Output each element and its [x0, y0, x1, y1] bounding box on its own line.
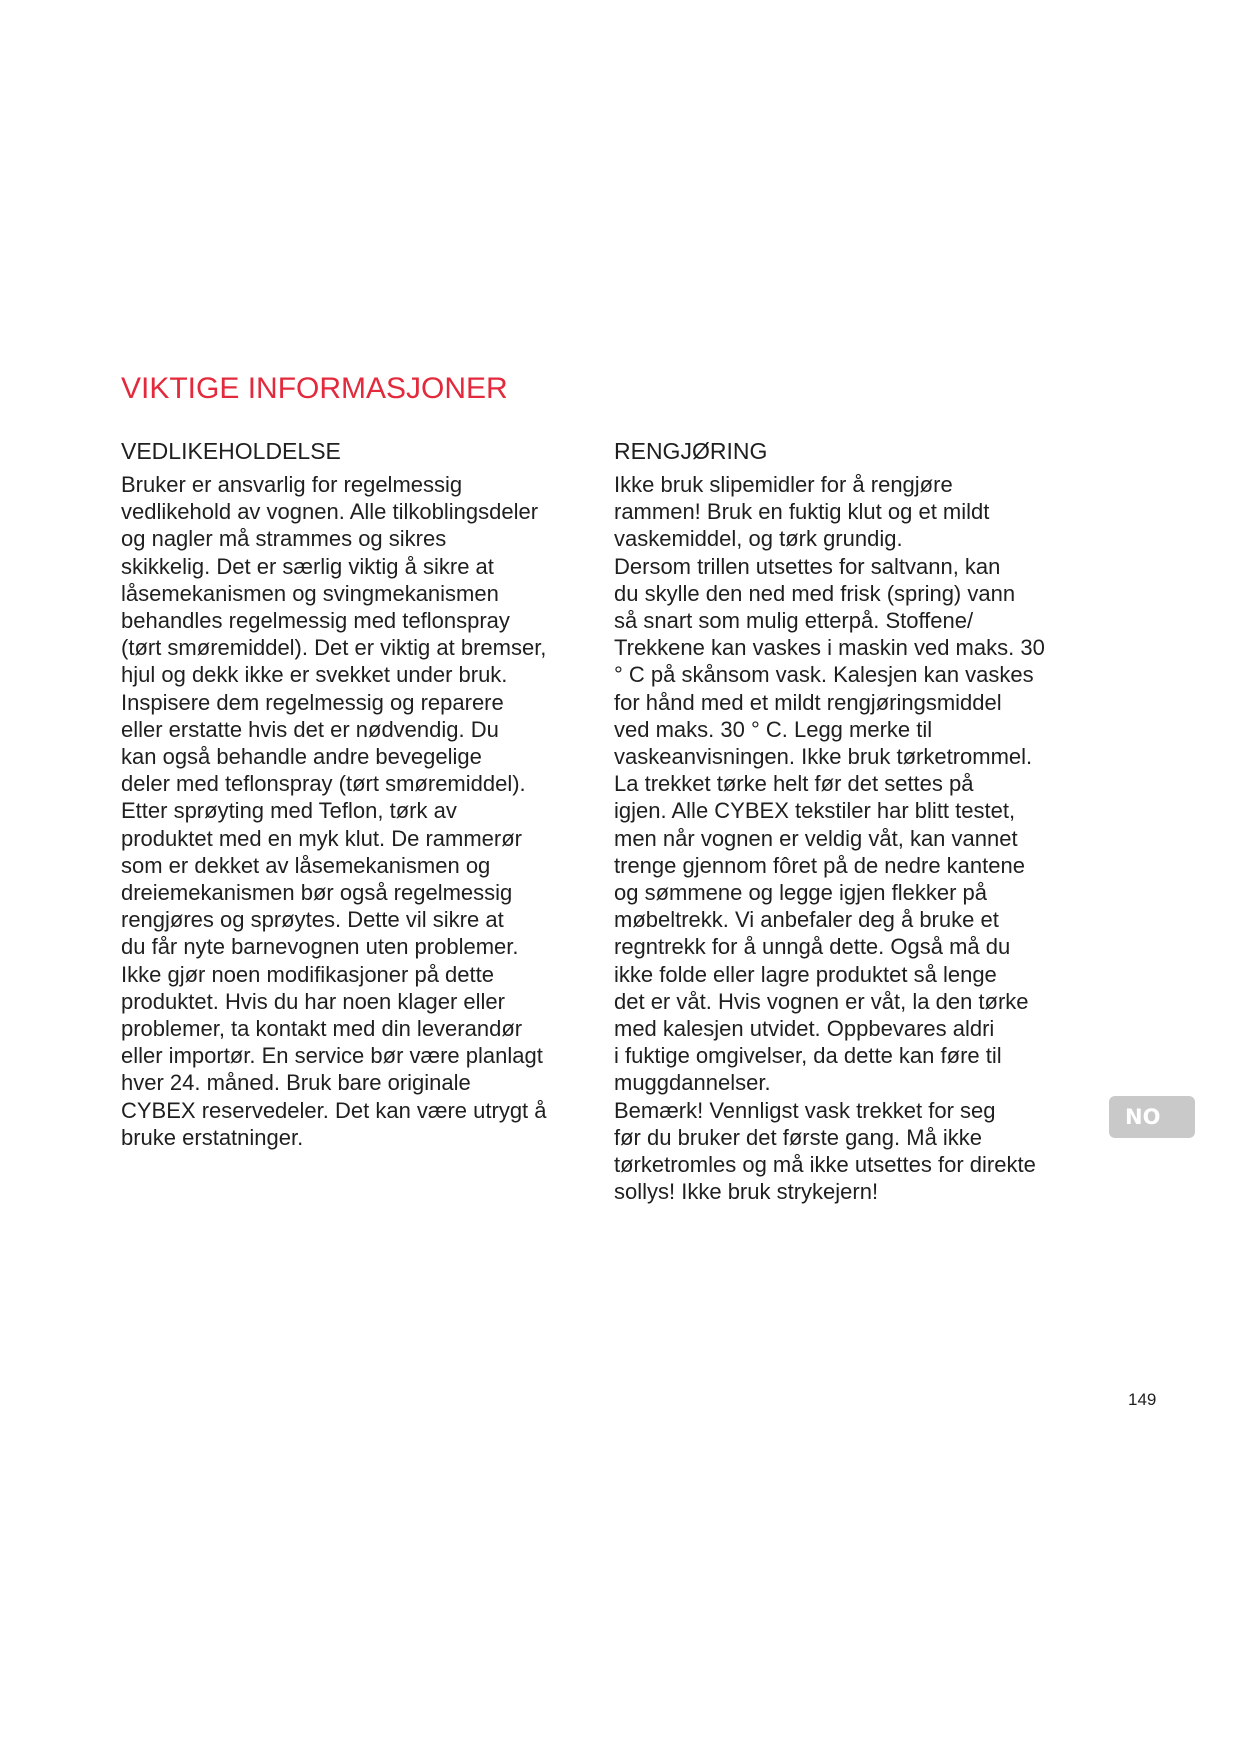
text-line: eller importør. En service bør være planlagt	[121, 1043, 543, 1069]
text-line: Bruker er ansvarlig for regelmessig	[121, 472, 463, 497]
cleaning-text	[614, 471, 1079, 1205]
text-line: Ikke gjør noen modifikasjoner på dette	[121, 961, 494, 987]
text-line: du får nyte barnevognen uten problemer.	[121, 934, 519, 960]
text-line: (tørt smøremiddel). Det er viktig at bremser,	[121, 635, 547, 661]
text-line: ved maks. 30 ° C. Legg merke til	[614, 716, 933, 742]
text-line: hjul og dekk ikke er svekket under bruk.	[121, 662, 508, 688]
text-line: møbeltrekk. Vi anbefaler deg å bruke et	[614, 907, 999, 933]
text-line: Inspisere dem regelmessig og reparere	[121, 689, 504, 715]
cleaning-section	[614, 438, 1079, 1205]
text-line: før du bruker det første gang. Må ikke	[614, 1124, 983, 1150]
text-line: skikkelig. Det er særlig viktig å sikre at	[121, 553, 494, 579]
text-line: og nagler må strammes og sikres	[121, 526, 447, 552]
text-line: trenge gjennom fôret på de nedre kantene	[614, 852, 1025, 878]
text-line: sollys! Ikke bruk strykejern!	[614, 1179, 879, 1205]
text-line: problemer, ta kontakt med din leverandør	[121, 1016, 523, 1042]
text-line: produktet med en myk klut. De rammerør	[121, 825, 523, 851]
cleaning-heading: RENGJØRING	[614, 438, 768, 464]
text-line: så snart som mulig etterpå. Stoffene/	[614, 608, 974, 634]
text-line: Dersom trillen utsettes for saltvann, kan	[614, 553, 1001, 579]
text-line: ikke folde eller lagre produktet så lenge	[614, 961, 997, 987]
text-line: Etter sprøyting med Teflon, tørk av	[121, 798, 457, 824]
text-line: du skylle den ned med frisk (spring) vann	[614, 580, 1016, 606]
text-line: rammen! Bruk en fuktig klut og et mildt	[614, 499, 990, 525]
text-line: vedlikehold av vognen. Alle tilkoblingsdeler	[121, 499, 539, 525]
text-line: eller erstatte hvis det er nødvendig. Du	[121, 716, 499, 742]
text-line: med kalesjen utvidet. Oppbevares aldri	[614, 1016, 995, 1042]
text-line: for hånd med et mildt rengjøringsmiddel	[614, 689, 1002, 715]
text-line: muggdannelser.	[614, 1070, 771, 1096]
text-line: i fuktige omgivelser, da dette kan føre til	[614, 1043, 1002, 1069]
text-line: ° C på skånsom vask. Kalesjen kan vaskes	[614, 662, 1034, 688]
text-line: tørketromles og må ikke utsettes for direkte	[614, 1152, 1036, 1178]
text-line: CYBEX reservedeler. Det kan være utrygt å	[121, 1097, 547, 1123]
text-line: La trekket tørke helt før det settes på	[614, 771, 974, 797]
text-line: Ikke bruk slipemidler for å rengjøre	[614, 472, 953, 497]
language-badge: NO	[1109, 1096, 1195, 1138]
text-line: vaskemiddel, og tørk grundig.	[614, 526, 903, 552]
text-line: rengjøres og sprøytes. Dette vil sikre at	[121, 907, 504, 933]
text-line: som er dekket av låsemekanismen og	[121, 852, 491, 878]
text-line: bruke erstatninger.	[121, 1124, 304, 1150]
text-line: regntrekk for å unngå dette. Også må du	[614, 934, 1011, 960]
maintenance-heading: VEDLIKEHOLDELSE	[121, 438, 341, 464]
maintenance-section	[121, 438, 586, 1151]
page-title: VIKTIGE INFORMASJONER	[121, 372, 508, 405]
text-line: kan også behandle andre bevegelige	[121, 744, 482, 770]
text-line: deler med teflonspray (tørt smøremiddel).	[121, 771, 526, 797]
text-line: og sømmene og legge igjen flekker på	[614, 880, 987, 906]
text-line: dreiemekanismen bør også regelmessig	[121, 880, 513, 906]
text-line: behandles regelmessig med teflonspray	[121, 608, 510, 634]
text-line: hver 24. måned. Bruk bare originale	[121, 1070, 471, 1096]
text-line: låsemekanismen og svingmekanismen	[121, 580, 499, 606]
text-line: men når vognen er veldig våt, kan vannet	[614, 825, 1018, 851]
text-line: vaskeanvisningen. Ikke bruk tørketrommel.	[614, 744, 1033, 770]
text-line: det er våt. Hvis vognen er våt, la den tørke	[614, 988, 1029, 1014]
text-line: Bemærk! Vennligst vask trekket for seg	[614, 1097, 996, 1123]
maintenance-text	[121, 471, 586, 1151]
text-line: Trekkene kan vaskes i maskin ved maks. 30	[614, 635, 1045, 661]
page-number: 149	[1128, 1390, 1157, 1409]
text-line: igjen. Alle CYBEX tekstiler har blitt testet,	[614, 798, 1016, 824]
text-line: produktet. Hvis du har noen klager eller	[121, 988, 505, 1014]
